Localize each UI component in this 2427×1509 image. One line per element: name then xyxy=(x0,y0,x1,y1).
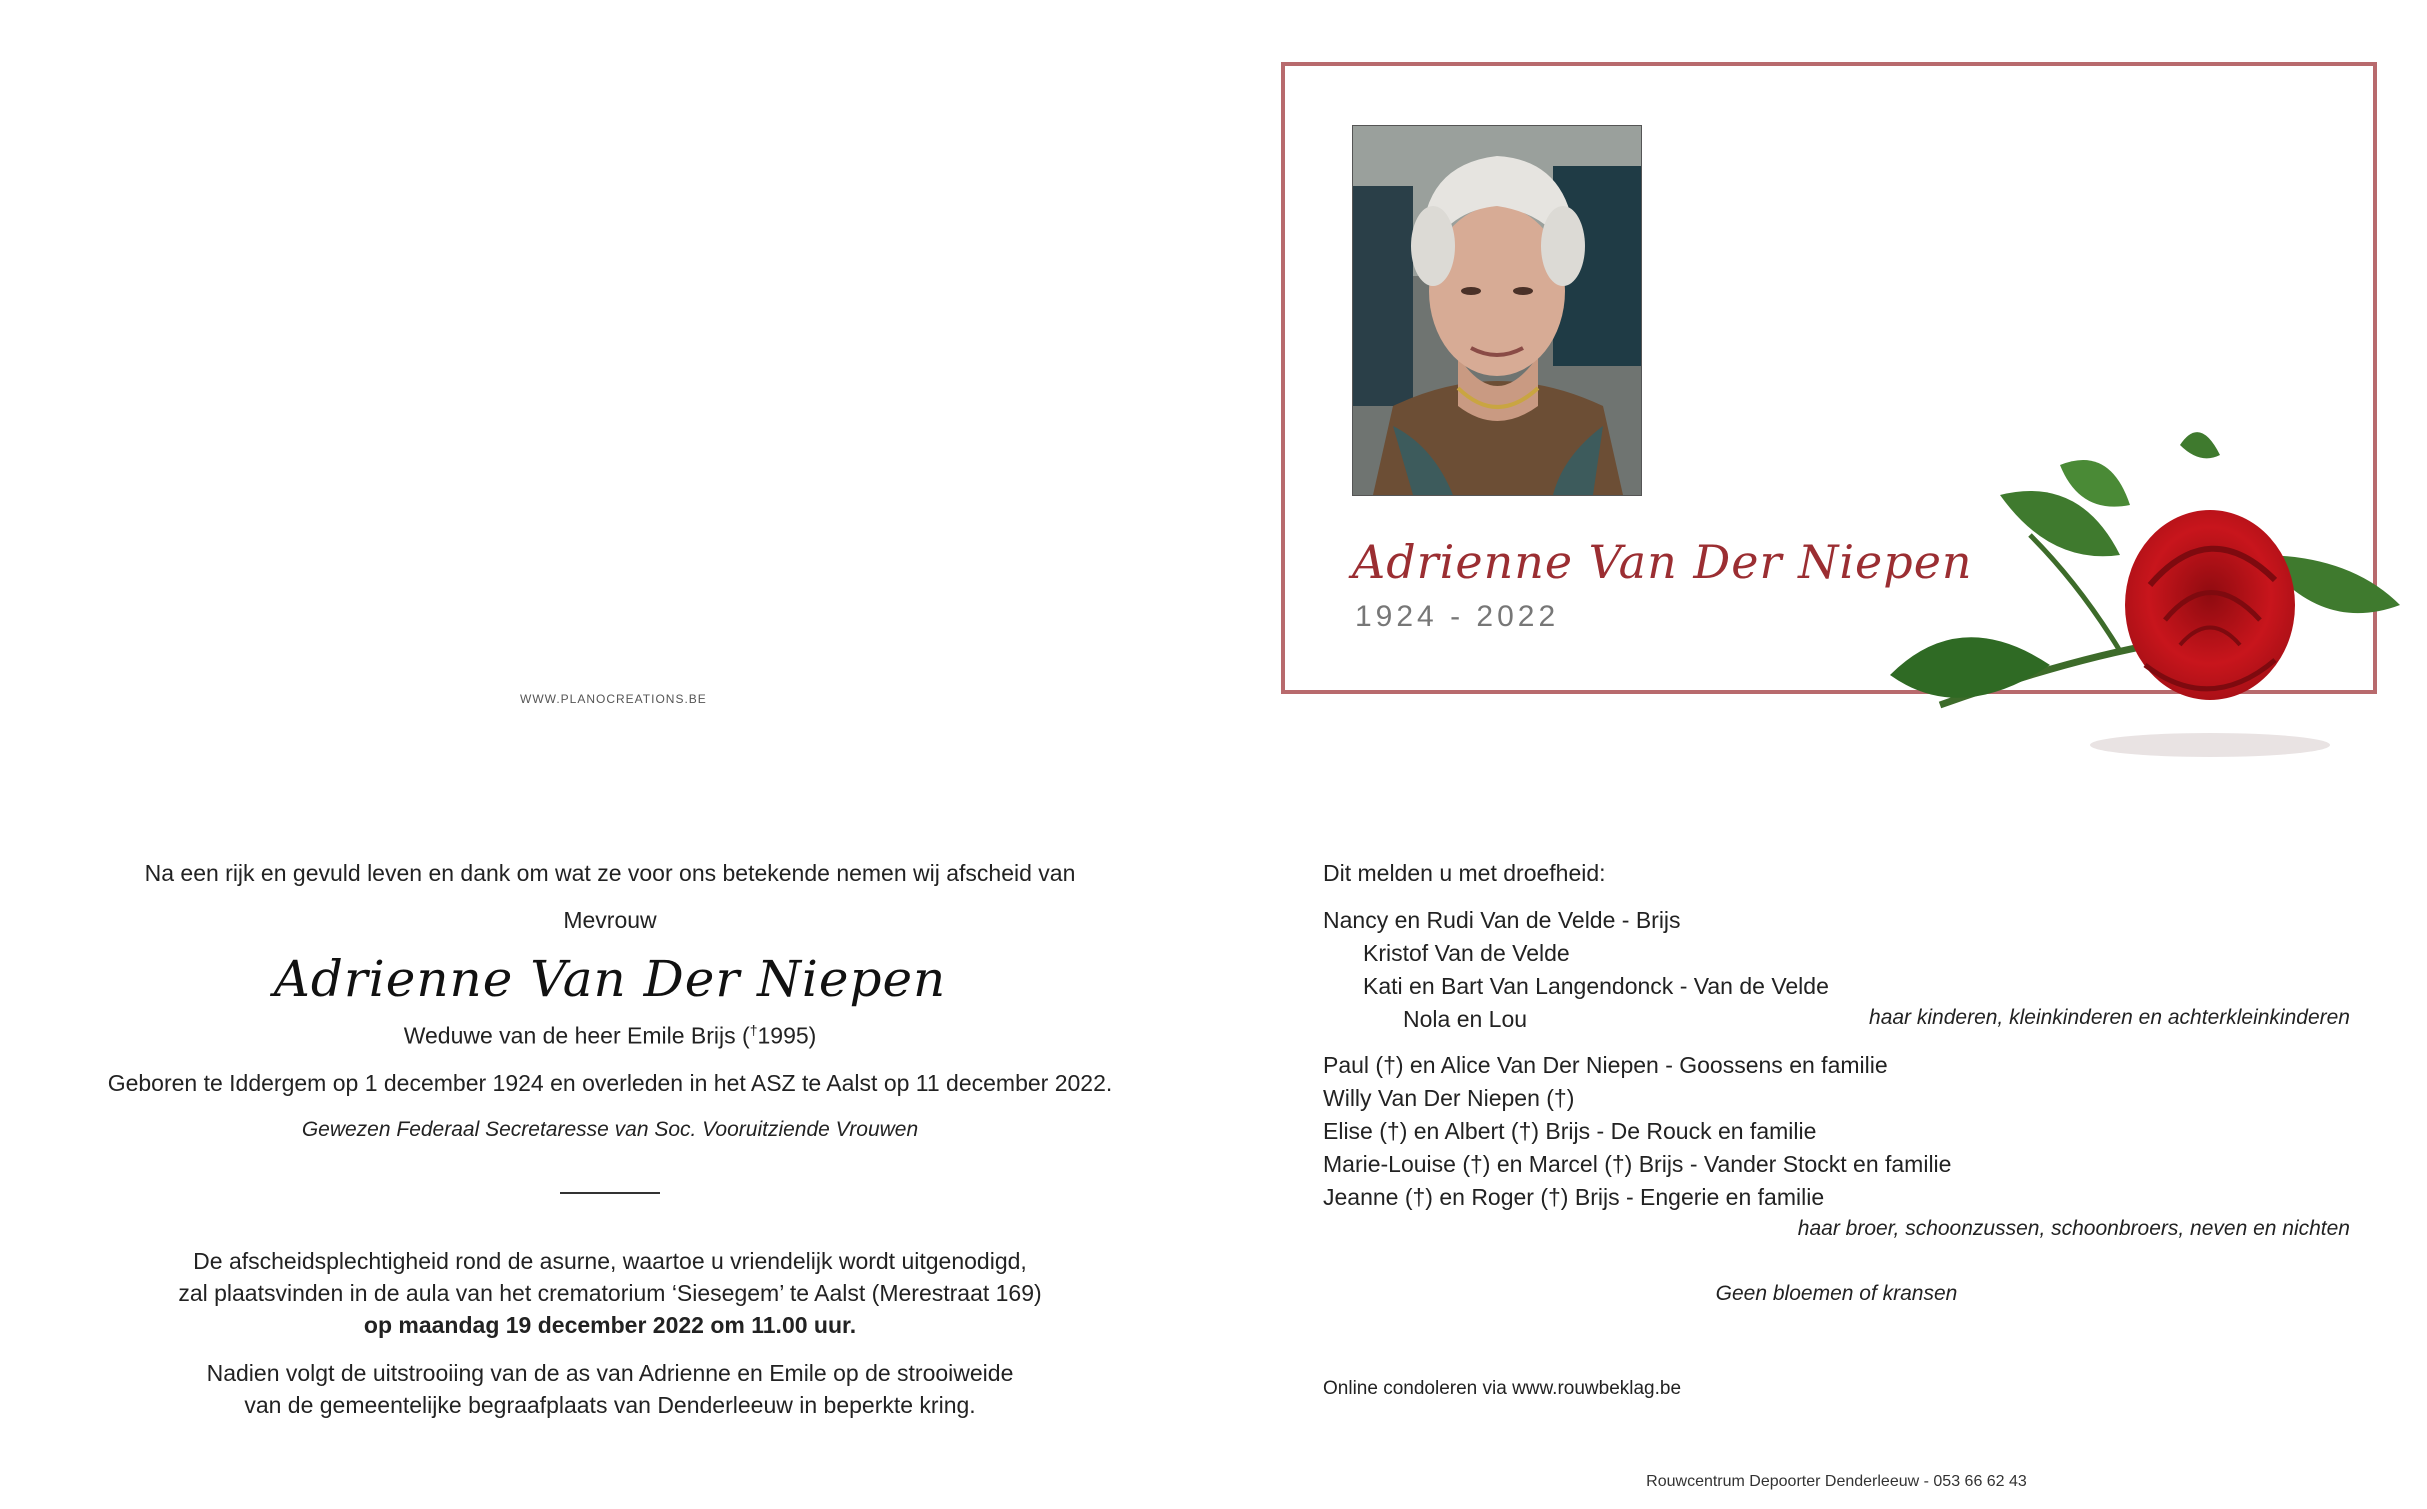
portrait-illustration xyxy=(1353,126,1641,495)
widow-prefix: Weduwe van de heer Emile Brijs ( xyxy=(403,1022,750,1049)
website-credit: WWW.PLANOCREATIONS.BE xyxy=(520,692,707,706)
announcement-header: Dit melden u met droefheid: xyxy=(1323,860,1606,886)
ceremony-date: op maandag 19 december 2022 om 11.00 uur. xyxy=(363,1312,857,1338)
deceased-name: Adrienne Van Der Niepen xyxy=(273,950,947,1008)
online-condolence: Online condoleren via www.rouwbeklag.be xyxy=(1323,1378,1682,1399)
family-member: Marie-Louise (†) en Marcel (†) Brijs - Vander Stockt en familie xyxy=(1323,1151,1952,1177)
family-member: Kristof Van de Velde xyxy=(1363,940,1570,966)
family-member: Nancy en Rudi Van de Velde - Brijs xyxy=(1323,907,1681,933)
widow-year: 1995) xyxy=(757,1022,817,1049)
occupation-text: Gewezen Federaal Secretaresse van Soc. Vooruitziende Vrouwen xyxy=(301,1118,919,1141)
family-relation-children: haar kinderen, kleinkinderen en achterkleinkinderen xyxy=(1869,1006,2350,1029)
divider-line xyxy=(560,1192,660,1194)
rose-illustration xyxy=(1880,405,2410,775)
front-life-years: 1924 - 2022 xyxy=(1355,600,1560,633)
front-deceased-name: Adrienne Van Der Niepen xyxy=(1352,535,1973,589)
no-flowers-note: Geen bloemen of kransen xyxy=(1715,1282,1958,1305)
family-relation-siblings: haar broer, schoonzussen, schoonbroers, neven en nichten xyxy=(1797,1217,2350,1240)
family-member: Elise (†) en Albert (†) Brijs - De Rouck en familie xyxy=(1323,1118,1817,1144)
portrait-photo xyxy=(1352,125,1642,496)
ceremony-line-2: zal plaatsvinden in de aula van het crematorium ‘Siesegem’ te Aalst (Merestraat 169) xyxy=(178,1280,1042,1306)
intro-text: Na een rijk en gevuld leven en dank om wat ze voor ons betekende nemen wij afscheid van xyxy=(144,860,1076,886)
scatter-line-2: van de gemeentelijke begraafplaats van Denderleeuw in beperkte kring. xyxy=(244,1392,976,1418)
ceremony-line-1: De afscheidsplechtigheid rond de asurne, waartoe u vriendelijk wordt uitgenodigd, xyxy=(193,1248,1027,1274)
widow-line xyxy=(0,1022,1220,1050)
scatter-line-1: Nadien volgt de uitstrooiing van de as van Adrienne en Emile op de strooiweide xyxy=(206,1360,1014,1386)
dagger-symbol: † xyxy=(749,1022,758,1038)
family-member: Paul (†) en Alice Van Der Niepen - Goossens en familie xyxy=(1323,1052,1888,1078)
family-member: Kati en Bart Van Langendonck - Van de Velde xyxy=(1363,973,1829,999)
funeral-home-credit: Rouwcentrum Depoorter Denderleeuw - 053 66 62 43 xyxy=(1646,1473,2027,1490)
family-member: Willy Van Der Niepen (†) xyxy=(1323,1085,1575,1111)
family-member: Jeanne (†) en Roger (†) Brijs - Engerie en familie xyxy=(1323,1184,1825,1210)
born-died-text: Geboren te Iddergem op 1 december 1924 en overleden in het ASZ te Aalst op 11 december 2022. xyxy=(107,1070,1113,1096)
family-member: Nola en Lou xyxy=(1403,1006,1528,1032)
salutation: Mevrouw xyxy=(563,907,657,933)
